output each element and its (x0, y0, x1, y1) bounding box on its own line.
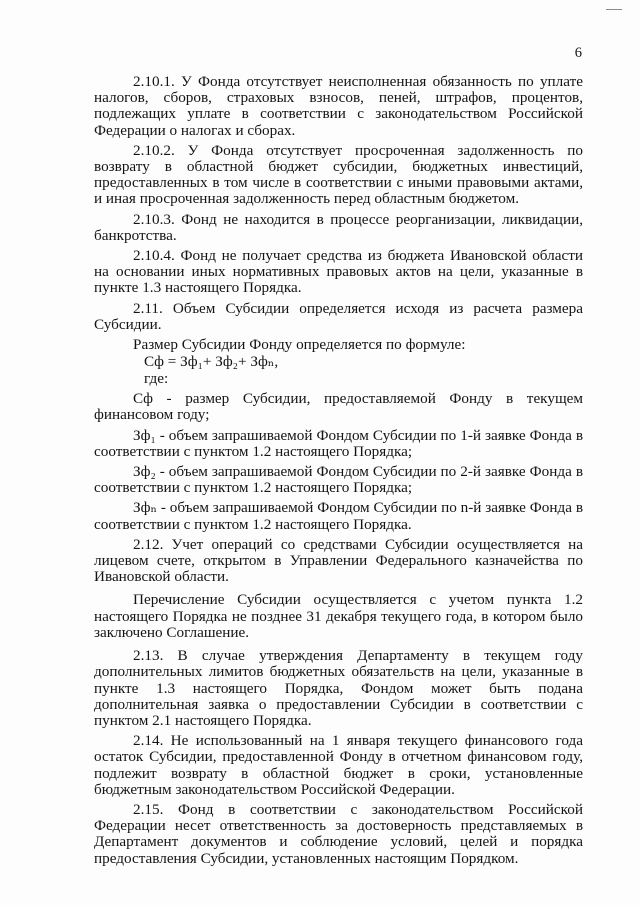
definition-sf: Сф - размер Субсидии, предоставляемой Фонду в текущем финансовом году; (94, 390, 583, 424)
where-label: где: (144, 370, 169, 388)
paragraph-2-15: 2.15. Фонд в соответствии с законодательством Российской Федерации несет ответственность за достоверность представляемых в Департамент документов и соблюдение условий, целей и порядка предоставления Субсидии, установленных настоящим Порядком. (94, 800, 583, 867)
definition-zfn: Зфₙ - объем запрашиваемой Фондом Субсидии по n-й заявке Фонда в соответствии с пунктом 1.2 настоящего Порядка. (94, 499, 583, 533)
paragraph-2-13: 2.13. В случае утверждения Департаменту в текущем году дополнительных лимитов бюджетных обязательств на цели, указанные в пункте 1.3 настоящего Порядка, Фондом может быть подана дополнительная заявка о предоставлении Субсидии в соответствии с пунктом 2.1 настоящего Порядка. (94, 647, 583, 729)
formula-intro: Размер Субсидии Фонду определяется по формуле: (133, 336, 466, 354)
page-number: 6 (574, 45, 582, 61)
paragraph-2-10-4: 2.10.4. Фонд не получает средства из бюджета Ивановской области на основании иных нормативных правовых актов на цели, указанные в пункте 1.3 настоящего Порядка. (94, 247, 583, 297)
paragraph-2-10-1: 2.10.1. У Фонда отсутствует неисполненная обязанность по уплате налогов, сборов, страховых взносов, пеней, штрафов, процентов, подлежащих уплате в соответствии с законодательством Российской Федерации о налогах и сборах. (94, 73, 583, 139)
paragraph-2-10-2: 2.10.2. У Фонда отсутствует просроченная задолженность по возврату в областной бюджет субсидии, бюджетных инвестиций, предоставленных в том числе в соответствии с иными правовыми актами, и иная просроченная задолженность перед областным бюджетом. (94, 141, 583, 208)
paragraph-transfer: Перечисление Субсидии осуществляется с учетом пункта 1.2 настоящего Порядка не позднее 31 декабря текущего года, в котором было заключено Соглашение. (94, 591, 583, 641)
document-body (94, 74, 583, 867)
paragraph-2-11: 2.11. Объем Субсидии определяется исходя из расчета размера Субсидии. (94, 299, 583, 333)
definition-zf1: Зф₁ - объем запрашиваемой Фондом Субсидии по 1-й заявке Фонда в соответствии с пунктом 1.2 настоящего Порядка; (94, 426, 583, 460)
scan-edge-mark (606, 0, 622, 10)
paragraph-2-12: 2.12. Учет операций со средствами Субсидии осуществляется на лицевом счете, открытом в Управлении Федерального казначейства по Ивановской области. (94, 535, 583, 586)
formula: Сф = Зф₁+ Зф₂+ Зфₙ, (144, 353, 279, 371)
paragraph-2-10-3: 2.10.3. Фонд не находится в процессе реорганизации, ликвидации, банкротства. (94, 210, 583, 244)
definition-zf2: Зф₂ - объем запрашиваемой Фондом Субсидии по 2-й заявке Фонда в соответствии с пунктом 1.2 настоящего Порядка; (94, 463, 583, 497)
paragraph-2-14: 2.14. Не использованный на 1 января текущего финансового года остаток Субсидии, предоставленной Фонду в отчетном финансовом году, подлежит возврату в областной бюджет в сроки, установленные бюджетным законодательством Российской Федерации. (94, 732, 583, 798)
